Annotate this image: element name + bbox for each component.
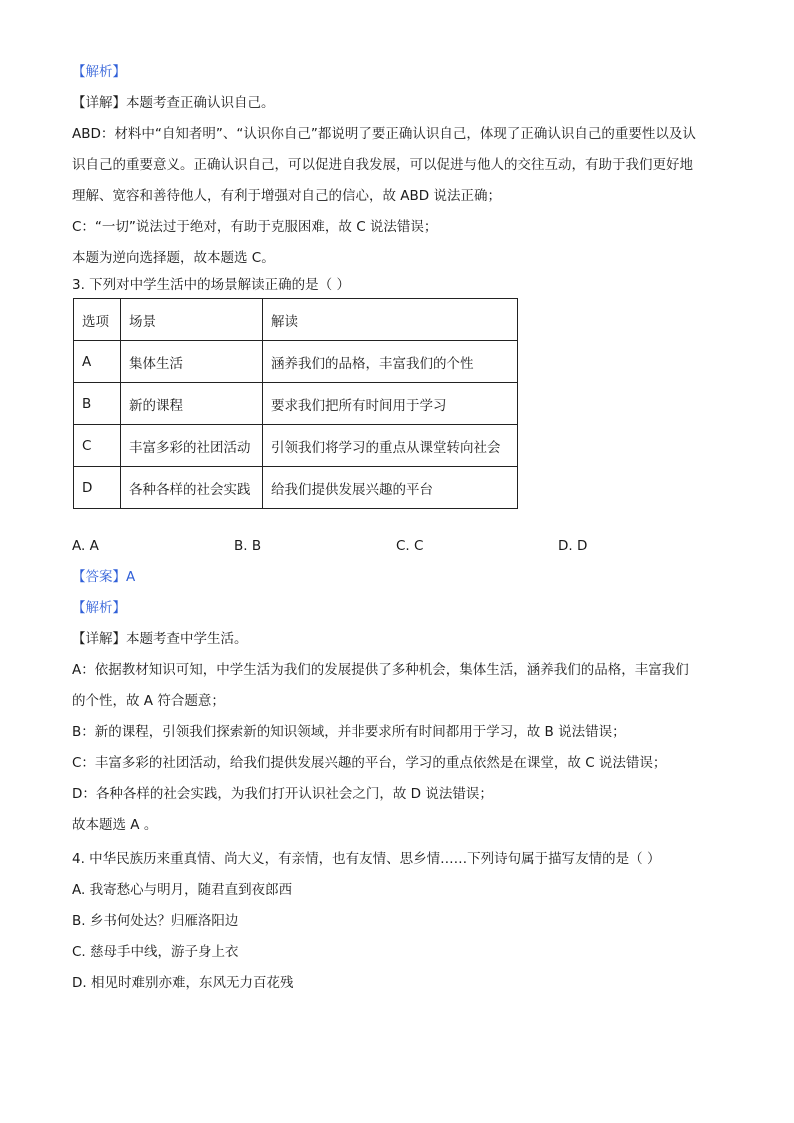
table-row	[74, 467, 518, 509]
q3-conclusion: 故本题选 A 。	[72, 817, 158, 833]
q3-analysis-heading: 【解析】	[72, 600, 126, 616]
q3-scene-table	[73, 298, 518, 509]
table-row	[74, 341, 518, 383]
table-cell: 丰富多彩的社团活动	[121, 425, 263, 467]
table-cell: 要求我们把所有时间用于学习	[263, 383, 518, 425]
q3-option-b: B. B	[234, 538, 262, 554]
table-cell: 引领我们将学习的重点从课堂转向社会	[263, 425, 518, 467]
q4-option-a: A. 我寄愁心与明月，随君直到夜郎西	[72, 882, 293, 898]
q3-stem: 3. 下列对中学生活中的场景解读正确的是（ ）	[72, 277, 350, 293]
q3-c-explanation: C：丰富多彩的社团活动，给我们提供发展兴趣的平台，学习的重点依然是在课堂，故 C 说法错误；	[72, 755, 667, 771]
table-row	[74, 383, 518, 425]
table-cell: 给我们提供发展兴趣的平台	[263, 467, 518, 509]
table-cell: D	[74, 467, 121, 509]
q3-answer: 【答案】A	[72, 569, 136, 585]
q3-option-c: C. C	[396, 538, 424, 554]
table-cell: 涵养我们的品格，丰富我们的个性	[263, 341, 518, 383]
q3-b-explanation: B：新的课程，引领我们探索新的知识领域，并非要求所有时间都用于学习，故 B 说法错误；	[72, 724, 626, 740]
q2-c-explanation: C：“一切”说法过于绝对，有助于克服困难，故 C 说法错误；	[72, 219, 438, 235]
q3-a-line-2: 的个性，故 A 符合题意；	[72, 693, 225, 709]
q2-abd-line-1: ABD：材料中“自知者明”、“认识你自己”都说明了要正确认识自己，体现了正确认识自己的重要性以及认	[72, 126, 696, 142]
q3-a-line-1: A：依据教材知识可知，中学生活为我们的发展提供了多种机会，集体生活，涵养我们的品格，丰富我们	[72, 662, 689, 678]
table-header-cell: 选项	[74, 299, 121, 341]
q2-abd-line-2: 识自己的重要意义。正确认识自己，可以促进自我发展，可以促进与他人的交往互动，有助于我们更好地	[72, 157, 693, 173]
document-page	[72, 62, 722, 993]
table-cell: A	[74, 341, 121, 383]
table-cell: 各种各样的社会实践	[121, 467, 263, 509]
table-header-cell: 场景	[121, 299, 263, 341]
q4-option-c: C. 慈母手中线，游子身上衣	[72, 944, 239, 960]
table-header-cell: 解读	[263, 299, 518, 341]
q4-stem: 4. 中华民族历来重真情、尚大义，有亲情，也有友情、思乡情……下列诗句属于描写友情的是（ ）	[72, 851, 661, 867]
table-row	[74, 425, 518, 467]
q2-conclusion: 本题为逆向选择题，故本题选 C。	[72, 250, 275, 266]
q2-abd-line-3: 理解、宽容和善待他人，有利于增强对自己的信心，故 ABD 说法正确；	[72, 188, 501, 204]
table-cell: B	[74, 383, 121, 425]
q3-option-d: D. D	[558, 538, 588, 554]
q4-option-d: D. 相见时难别亦难，东风无力百花残	[72, 975, 294, 991]
table-header-row	[74, 299, 518, 341]
q3-option-a: A. A	[72, 538, 99, 554]
q3-detail: 【详解】本题考查中学生活。	[72, 631, 248, 647]
table-cell: 集体生活	[121, 341, 263, 383]
q4-option-b: B. 乡书何处达？归雁洛阳边	[72, 913, 239, 929]
q2-detail: 【详解】本题考查正确认识自己。	[72, 95, 275, 111]
table-cell: 新的课程	[121, 383, 263, 425]
q3-d-explanation: D：各种各样的社会实践，为我们打开认识社会之门，故 D 说法错误；	[72, 786, 493, 802]
q3-options	[72, 536, 722, 556]
table-cell: C	[74, 425, 121, 467]
q2-analysis-heading: 【解析】	[72, 64, 126, 80]
